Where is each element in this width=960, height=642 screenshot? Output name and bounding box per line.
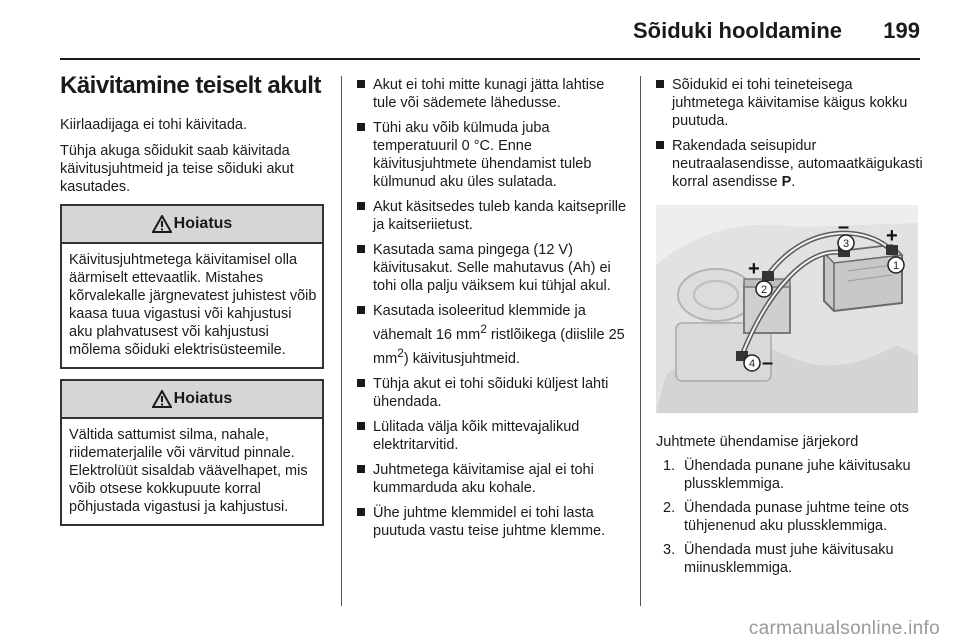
- section-title: Käivitamine teiselt akult: [60, 72, 321, 99]
- callout-1: 1: [892, 260, 900, 272]
- bullet-square-icon: [357, 80, 365, 88]
- column-divider: [640, 76, 641, 606]
- list-item: [357, 504, 629, 540]
- column-left: [60, 72, 324, 536]
- list-item: [357, 375, 629, 411]
- step-item: [656, 499, 924, 535]
- warning-text: Käivitusjuhtmetega käivitamisel olla äärmiselt ettevaatlik. Mistahes kõrvalekalle järgnevatest juhistest võib kaasa tuua vigastusi või kahjustusi aku plahvatusest või kahjustusi mõlema sõiduki elektrisüsteemile.: [69, 252, 317, 358]
- intro-paragraph: Tühja akuga sõidukit saab käivitada käivitusjuhtmeid ja teise sõiduki akut kasutades.: [60, 143, 294, 195]
- warning-title: Hoiatus: [173, 390, 233, 407]
- list-item-text: Ühe juhtme klemmidel ei tohi lasta puutuda vastu teise juhtme klemme.: [373, 504, 606, 539]
- step-text: Ühendada must juhe käivitusaku miinusklemmiga.: [684, 542, 894, 576]
- list-item: [656, 137, 924, 191]
- step-text: Ühendada punane juhe käivitusaku plussklemmiga.: [684, 458, 911, 492]
- page-header: [0, 0, 960, 62]
- warning-text: Vältida sattumist silma, nahale, riidematerjalile või värvitud pinnale. Elektrolüüt sisaldab väävelhapet, mis võib otsese kokkupuute korral põhjustada vigastusi ja kahjustusi.: [69, 427, 308, 515]
- bullet-square-icon: [357, 245, 365, 253]
- jump-start-illustration: [656, 205, 918, 413]
- bullet-square-icon: [656, 80, 664, 88]
- superscript: 2: [397, 345, 404, 360]
- list-item: [357, 119, 629, 191]
- header-title: Sõiduki hooldamine: [632, 18, 842, 43]
- list-item-text: Juhtmetega käivitamise ajal ei tohi kummarduda aku kohale.: [373, 461, 594, 496]
- bullet-square-icon: [656, 141, 664, 149]
- bullet-square-icon: [357, 508, 365, 516]
- bullet-square-icon: [357, 422, 365, 430]
- list-item-text: Kasutada sama pingega (12 V) käivitusakut. Selle mahutavus (Ah) ei tohi olla palju väiksem kui tühjal akul.: [373, 242, 611, 294]
- warning-triangle-icon: [152, 215, 172, 233]
- step-text: Ühendada punase juhtme teine ots tühjenenud aku plussklemmiga.: [684, 500, 909, 534]
- list-item-text: Tühi aku võib külmuda juba temperatuuril 0 °C. Enne käivitusjuhtmete ühendamist tuleb külmunud aku üles sulatada.: [373, 120, 592, 190]
- bullet-square-icon: [357, 202, 365, 210]
- list-item: [357, 76, 629, 112]
- minus-sign-right: –: [838, 216, 850, 238]
- step-number: 2.: [663, 500, 676, 516]
- bullet-square-icon: [357, 465, 365, 473]
- list-item-text: Kasutada isoleeritud klemmide ja vähemalt 16 mm: [373, 303, 586, 343]
- list-item: [357, 418, 629, 454]
- plus-sign-right: +: [886, 225, 898, 247]
- header-rule: [60, 58, 920, 60]
- superscript: 2: [480, 322, 487, 336]
- column-right: [656, 76, 924, 583]
- step-number: 3.: [663, 542, 676, 558]
- warning-header: [62, 206, 322, 244]
- gear-position-p: P: [781, 174, 792, 190]
- list-item-text: ristlõikega (diislile 25 mm: [373, 326, 625, 367]
- list-item-text: .: [791, 174, 796, 190]
- list-item: [357, 461, 629, 497]
- step-number: 1.: [663, 458, 676, 474]
- callout-4: 4: [748, 358, 756, 370]
- warning-title: Hoiatus: [173, 215, 233, 232]
- list-item-text: Rakendada seisupidur neutraalasendisse, automaatkäigukasti korral asendisse: [672, 138, 923, 190]
- steps-list: [656, 457, 924, 577]
- list-item: [357, 198, 629, 234]
- warning-box: [60, 204, 324, 369]
- bullet-square-icon: [357, 123, 365, 131]
- callout-3: 3: [842, 238, 850, 250]
- warning-triangle-icon: [152, 390, 172, 408]
- warning-box: [60, 379, 324, 526]
- page-number: 199: [883, 18, 920, 43]
- step-item: [656, 541, 924, 577]
- list-item: [656, 76, 924, 130]
- callout-2: 2: [760, 284, 768, 296]
- list-item-text: Sõidukid ei tohi teineteisega juhtmetega käivitamise käigus kokku puutuda.: [672, 77, 908, 129]
- warning-header: [62, 381, 322, 419]
- list-item-text: ) käivitusjuhtmeid.: [403, 350, 520, 367]
- list-item: [357, 302, 629, 368]
- intro-paragraph: Kiirlaadijaga ei tohi käivitada.: [60, 117, 247, 133]
- bullet-square-icon: [357, 306, 365, 314]
- list-item-text: Akut ei tohi mitte kunagi jätta lahtise tule või sädemete lähedusse.: [373, 77, 605, 111]
- minus-sign-left: –: [762, 352, 774, 374]
- list-item: [357, 241, 629, 295]
- column-middle: [357, 76, 629, 547]
- column-divider: [341, 76, 342, 606]
- list-item-text: Akut käsitsedes tuleb kanda kaitseprille ja kaitseriietust.: [373, 199, 627, 233]
- bullet-list: [357, 76, 629, 540]
- list-item-text: Tühja akut ei tohi sõiduki küljest lahti ühendada.: [373, 375, 609, 410]
- plus-sign-left: +: [748, 258, 760, 280]
- list-item-text: Lülitada välja kõik mittevajalikud elektritarvitid.: [373, 418, 580, 453]
- watermark: carmanualsonline.info: [748, 618, 940, 639]
- bullet-square-icon: [357, 379, 365, 387]
- steps-title: Juhtmete ühendamise järjekord: [656, 434, 859, 450]
- step-item: [656, 457, 924, 493]
- bullet-list: [656, 76, 924, 191]
